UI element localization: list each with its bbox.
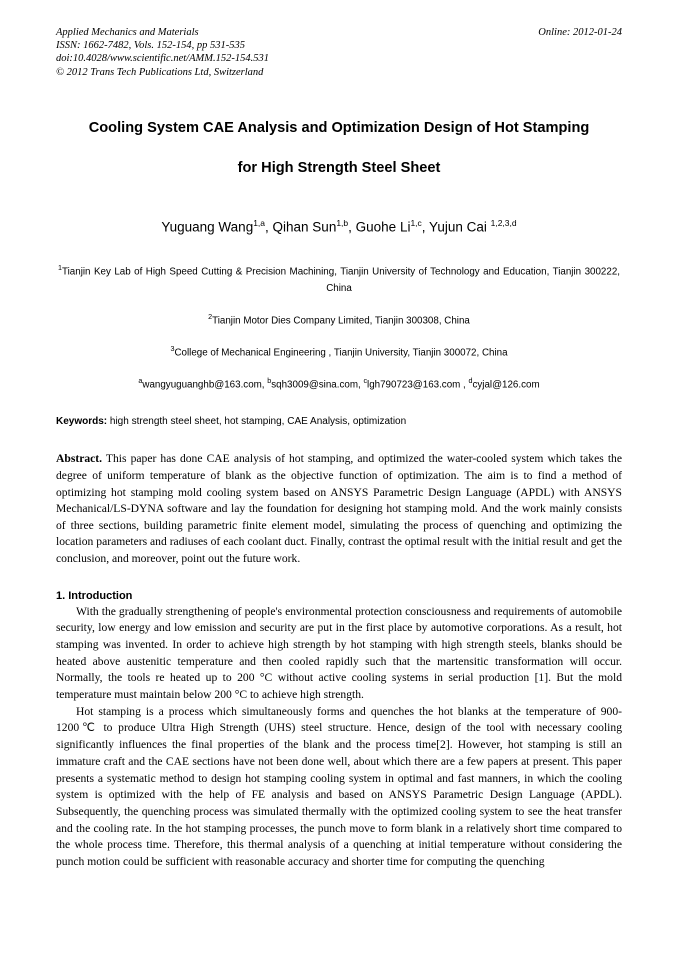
author-3-name: , Guohe Li <box>348 219 411 235</box>
affiliation-2-marker: 2 <box>208 311 213 321</box>
title-line-2: for High Strength Steel Sheet <box>237 159 441 176</box>
keywords-value: high strength steel sheet, hot stamping, CAE Analysis, optimization <box>107 416 407 428</box>
author-1-name: Yuguang Wang <box>161 219 254 235</box>
title-line-1: Cooling System CAE Analysis and Optimization Design of Hot Stamping <box>88 119 590 136</box>
intro-paragraph-1: With the gradually strengthening of people's environmental protection consciousness and requirements of automobile security, low energy and low emission and security are put in the first place by automotive corporations. As a result, hot stamping was invented. In order to achieve high strength by hot stamping with high strength steels, blanks should be heated above austenitic temperature and then cooled rapidly such that the martensitic transformation will occur. Normally, the tools re heated up to 200 °C without active cooling systems in serial production [1]. But the mold temperature must maintain below 200 °C to achieve high strength. <box>56 604 622 702</box>
author-4-name: , Yujun Cai <box>421 219 491 235</box>
affiliation-3-text: College of Mechanical Engineering , Tianjin University, Tianjin 300072, China <box>174 347 508 359</box>
email-d-marker: d <box>468 376 473 386</box>
email-b-marker: b <box>267 376 272 386</box>
journal-header <box>56 26 622 79</box>
journal-name: Applied Mechanics and Materials <box>56 27 199 38</box>
abstract-label: Abstract. <box>56 452 103 466</box>
email-a: wangyuguanghb@163.com, <box>142 379 268 391</box>
abstract-text: This paper has done CAE analysis of hot stamping, and optimized the water-cooled system which takes the degree of uniform temperature of blank as the objective function of optimization. The aim is to find a method of optimizing hot stamping mold cooling system based on ANSYS Parametric Design Language (APDL) with ANSYS Mechanical/LS-DYNA software and lay the foundation for designing hot stamping mold. And the work mainly consists of three sections, building parametric finite element model, simulating the process of quenching and optimizing the location parameters and radiuses of each coolant duct. Finally, contrast the optimal result with the initial result and get the conclusion, and moreover, point out the future work. <box>56 452 622 565</box>
author-4-marker: 1,2,3,d <box>490 217 517 228</box>
affiliation-1-text: Tianjin Key Lab of High Speed Cutting & Precision Machining, Tianjin University of Technology and Education, Tianjin 300222, China <box>62 266 620 294</box>
issn-line: ISSN: 1662-7482, Vols. 152-154, pp 531-535 <box>56 40 245 52</box>
affiliation-1-marker: 1 <box>58 263 62 273</box>
author-2-marker: 1,b <box>336 217 349 228</box>
online-date: Online: 2012-01-24 <box>538 27 622 38</box>
doi-line: doi:10.4028/www.scientific.net/AMM.152-154.531 <box>56 53 269 65</box>
affiliation-3-marker: 3 <box>170 343 175 353</box>
author-2-name: , Qihan Sun <box>265 219 337 235</box>
intro-paragraph-2: Hot stamping is a process which simultaneously forms and quenches the hot blanks at the temperature of 900-1200℃ to produce Ultra High Strength (UHS) steel structure. Hence, design of the tool with necessary cooling significantly influences the final properties of the blank and the process time[2]. However, hot stamping is still an immature craft and the CAE sections have not been done well, about which there are a few papers at present. This paper presents a systematic method to design hot stamping cooling system in optimal and fast manners, in which the cooling system is optimized with the help of FE analysis and based on ANSYS Parametric Design Language (APDL). Subsequently, the quenching process was simulated thermally with the optimized cooling system to see the heat transfer and the cooling rate. In the hot stamping processes, the punch move to form blank in a relatively short time compared to the whole process time. Therefore, this thermal analysis of a quenching at initial temperature without considering the punch motion could be sufficient with reasonable accuracy and shorter time for computing the quenching <box>56 704 622 869</box>
email-b: sqh3009@sina.com, <box>271 379 364 391</box>
author-list <box>56 214 622 237</box>
author-emails <box>56 373 622 393</box>
keywords-label: Keywords: <box>56 416 108 428</box>
author-1-marker: 1,a <box>253 217 266 228</box>
email-a-marker: a <box>138 376 143 386</box>
email-c-marker: c <box>363 376 368 386</box>
section-heading-introduction: 1. Introduction <box>56 589 133 602</box>
affiliation-2-text: Tianjin Motor Dies Company Limited, Tianjin 300308, China <box>212 314 470 326</box>
copyright-line: © 2012 Trans Tech Publications Ltd, Switzerland <box>56 66 264 78</box>
affiliations <box>56 260 622 393</box>
email-d: cyjal@126.com <box>472 379 540 391</box>
email-c: lgh790723@163.com , <box>367 379 469 391</box>
affiliation-3 <box>56 341 622 361</box>
keywords-line <box>56 414 622 429</box>
affiliation-1 <box>56 260 622 296</box>
abstract-block <box>56 451 622 567</box>
affiliation-2 <box>56 309 622 329</box>
author-3-marker: 1,c <box>410 217 422 228</box>
page-title <box>56 113 622 183</box>
